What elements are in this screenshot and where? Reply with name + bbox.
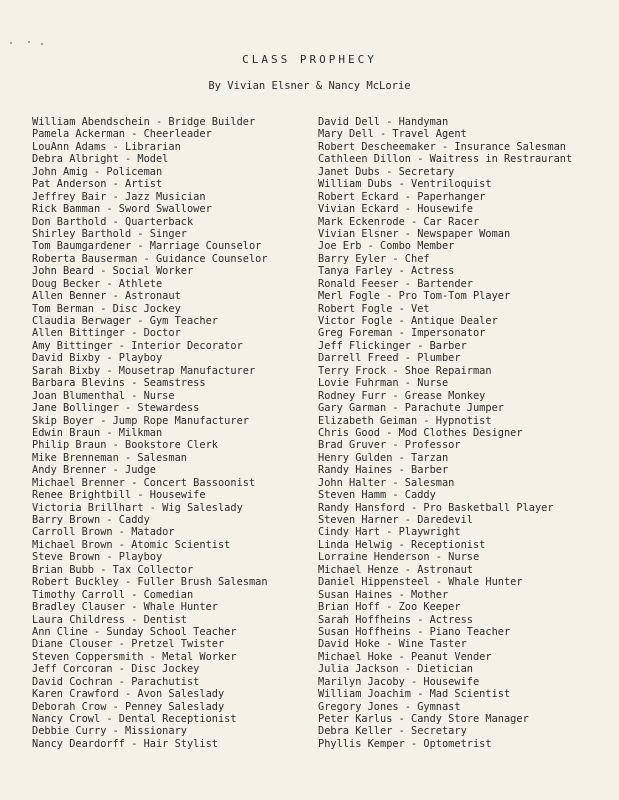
prophecy-entry: Michael Brenner - Concert Bassoonist	[32, 476, 256, 489]
prophecy-entry: Bradley Clauser - Whale Hunter	[32, 601, 218, 614]
prophecy-entry: David Hoke - Wine Taster	[318, 638, 467, 651]
prophecy-entry: Henry Gulden - Tarzan	[318, 451, 449, 464]
prophecy-entry: Tom Berman - Disc Jockey	[32, 302, 181, 315]
prophecy-entry: Mark Eckenrode - Car Racer	[318, 215, 480, 228]
prophecy-entry: Robert Buckley - Fuller Brush Salesman	[32, 576, 268, 589]
prophecy-entry: David Bixby - Playboy	[32, 352, 163, 365]
prophecy-entry: Julia Jackson - Dietician	[318, 663, 473, 676]
prophecy-entry: Peter Karlus - Candy Store Manager	[318, 713, 529, 725]
prophecy-entry: Michael Henze - Astronaut	[318, 563, 473, 576]
prophecy-entry: Lovie Fuhrman - Nurse	[318, 377, 449, 390]
prophecy-entry: Karen Crawford - Avon Saleslady	[32, 688, 225, 701]
prophecy-entry: Jane Bollinger - Stewardess	[32, 402, 200, 415]
prophecy-entry: Robert Eckard - Paperhanger	[318, 190, 486, 203]
prophecy-entry: Randy Haines - Barber	[318, 464, 449, 477]
prophecy-entry: William Joachim - Mad Scientist	[318, 688, 511, 701]
prophecy-entry: Edwin Braun - Milkman	[32, 426, 163, 439]
prophecy-entry: Barbara Blevins - Seamstress	[32, 377, 206, 390]
prophecy-entry: Gary Garman - Parachute Jumper	[318, 402, 504, 415]
paper-specks	[10, 38, 50, 48]
prophecy-entry: Claudia Berwager - Gym Teacher	[32, 315, 218, 327]
prophecy-entry: Skip Boyer - Jump Rope Manufacturer	[32, 414, 249, 427]
prophecy-entry: Merl Fogle - Pro Tom-Tom Player	[318, 290, 511, 303]
prophecy-entry: Brian Hoff - Zoo Keeper	[318, 601, 461, 614]
prophecy-entry: Michael Brown - Atomic Scientist	[32, 538, 231, 551]
prophecy-list-left	[32, 116, 312, 750]
prophecy-entry: John Beard - Social Worker	[32, 265, 194, 278]
prophecy-entry: Vivian Eckard - Housewife	[318, 203, 473, 216]
prophecy-entry: Steven Coppersmith - Metal Worker	[32, 650, 237, 663]
prophecy-entry: Steven Harner - Daredevil	[318, 514, 473, 526]
prophecy-entry: Debra Albright - Model	[32, 153, 169, 166]
document-title: CLASS PROPHECY	[242, 53, 377, 66]
document-byline: By Vivian Elsner & Nancy McLorie	[208, 80, 411, 92]
prophecy-entry: Marilyn Jacoby - Housewife	[318, 675, 480, 688]
prophecy-entry: Elizabeth Geiman - Hypnotist	[318, 414, 492, 427]
prophecy-entry: Rick Bamman - Sword Swallower	[32, 203, 212, 216]
prophecy-entry: Ann Cline - Sunday School Teacher	[32, 625, 237, 638]
prophecy-entry: Lorraine Henderson - Nurse	[318, 551, 480, 564]
prophecy-list-right	[318, 116, 613, 750]
prophecy-entry: Sarah Bixby - Mousetrap Manufacturer	[32, 364, 256, 377]
prophecy-entry: Diane Clouser - Pretzel Twister	[32, 638, 225, 651]
prophecy-entry: Jeff Corcoran - Disc Jockey	[32, 663, 200, 676]
prophecy-entry: William Dubs - Ventriloquist	[318, 178, 492, 191]
prophecy-entry: Gregory Jones - Gymnast	[318, 700, 461, 713]
prophecy-entry: Michael Hoke - Peanut Vender	[318, 650, 492, 663]
prophecy-entry: Victor Fogle - Antique Dealer	[318, 315, 498, 327]
prophecy-entry: John Amig - Policeman	[32, 165, 163, 178]
prophecy-entry: Cathleen Dillon - Waitress in Restraurant	[318, 153, 573, 166]
prophecy-entry: Renee Brightbill - Housewife	[32, 489, 206, 502]
prophecy-entry: Mary Dell - Travel Agent	[318, 128, 467, 141]
prophecy-entry: Philip Braun - Bookstore Clerk	[32, 439, 218, 452]
prophecy-entry: Timothy Carroll - Comedian	[32, 588, 194, 601]
prophecy-entry: Robert Fogle - Vet	[318, 302, 430, 315]
prophecy-entry: Susan Haines - Mother	[318, 588, 449, 601]
prophecy-entry: Barry Brown - Caddy	[32, 514, 150, 526]
prophecy-entry: Randy Hansford - Pro Basketball Player	[318, 501, 554, 514]
prophecy-entry: Jeffrey Bair - Jazz Musician	[32, 190, 206, 203]
prophecy-entry: Joe Erb - Combo Member	[318, 240, 455, 253]
prophecy-entry: Terry Frock - Shoe Repairman	[318, 364, 492, 377]
prophecy-entry: Chris Good - Mod Clothes Designer	[318, 426, 523, 439]
prophecy-entry: William Abendschein - Bridge Builder	[32, 116, 256, 128]
prophecy-entry: Pamela Ackerman - Cheerleader	[32, 128, 212, 141]
prophecy-entry: Andy Brenner - Judge	[32, 464, 156, 477]
prophecy-entry: Vivian Elsner - Newspaper Woman	[318, 227, 511, 240]
prophecy-entry: David Cochran - Parachutist	[32, 675, 200, 688]
prophecy-entry: Shirley Barthold - Singer	[32, 227, 187, 240]
prophecy-entry: Debra Keller - Secretary	[318, 725, 467, 738]
prophecy-entry: Tom Baumgardener - Marriage Counselor	[32, 240, 262, 253]
prophecy-entry: Steven Hamm - Caddy	[318, 489, 436, 502]
prophecy-entry: Ronald Feeser - Bartender	[318, 277, 473, 290]
prophecy-entry: Barry Eyler - Chef	[318, 252, 430, 265]
prophecy-entry: Sarah Hoffheins - Actress	[318, 613, 473, 626]
prophecy-entry: Daniel Hippensteel - Whale Hunter	[318, 576, 523, 589]
prophecy-entry: Phyllis Kemper - Optometrist	[318, 737, 492, 750]
prophecy-entry: Steve Brown - Playboy	[32, 551, 163, 564]
prophecy-entry: John Halter - Salesman	[318, 476, 455, 489]
prophecy-entry: Nancy Deardorff - Hair Stylist	[32, 737, 218, 750]
prophecy-entry: David Dell - Handyman	[318, 116, 449, 128]
prophecy-entry: Doug Becker - Athlete	[32, 277, 163, 290]
prophecy-entry: Rodney Furr - Grease Monkey	[318, 389, 486, 402]
prophecy-entry: Allen Benner - Astronaut	[32, 290, 181, 303]
prophecy-entry: Linda Helwig - Receptionist	[318, 538, 486, 551]
prophecy-entry: Don Barthold - Quarterback	[32, 215, 194, 228]
prophecy-entry: Debbie Curry - Missionary	[32, 725, 187, 738]
prophecy-entry: Roberta Bauserman - Guidance Counselor	[32, 252, 268, 265]
prophecy-entry: Robert Descheemaker - Insurance Salesman	[318, 140, 566, 153]
prophecy-entry: Laura Childress - Dentist	[32, 613, 187, 626]
prophecy-entry: Mike Brenneman - Salesman	[32, 451, 187, 464]
prophecy-entry: Deborah Crow - Penney Saleslady	[32, 700, 225, 713]
prophecy-entry: Brad Gruver - Professor	[318, 439, 461, 452]
prophecy-entry: Amy Bittinger - Interior Decorator	[32, 339, 243, 352]
prophecy-entry: Carroll Brown - Matador	[32, 526, 175, 539]
prophecy-entry: Greg Foreman - Impersonator	[318, 327, 486, 340]
prophecy-entry: Allen Bittinger - Doctor	[32, 327, 181, 340]
prophecy-entry: Victoria Brillhart - Wig Saleslady	[32, 501, 243, 514]
prophecy-entry: Susan Hoffheins - Piano Teacher	[318, 625, 511, 638]
prophecy-entry: Jeff Flickinger - Barber	[318, 339, 467, 352]
prophecy-entry: LouAnn Adams - Librarian	[32, 140, 181, 153]
prophecy-entry: Tanya Farley - Actress	[318, 265, 455, 278]
prophecy-entry: Cindy Hart - Playwright	[318, 526, 461, 539]
prophecy-entry: Pat Anderson - Artist	[32, 178, 163, 191]
prophecy-entry: Nancy Crowl - Dental Receptionist	[32, 713, 237, 725]
prophecy-entry: Joan Blumenthal - Nurse	[32, 389, 175, 402]
prophecy-entry: Janet Dubs - Secretary	[318, 165, 455, 178]
prophecy-entry: Brian Bubb - Tax Collector	[32, 563, 194, 576]
prophecy-entry: Darrell Freed - Plumber	[318, 352, 461, 365]
